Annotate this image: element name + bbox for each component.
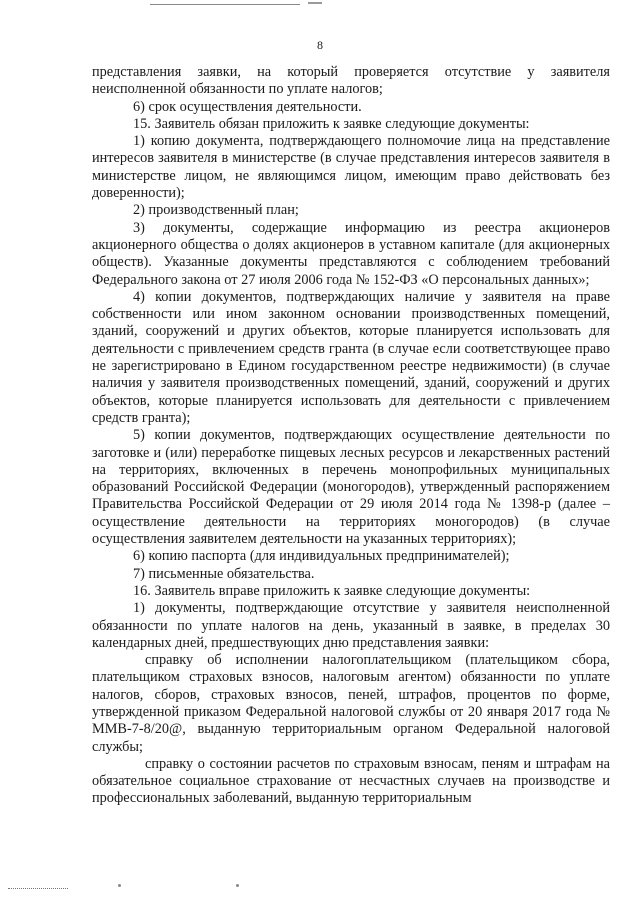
paragraph: 15. Заявитель обязан приложить к заявке следующие документы: xyxy=(133,115,530,132)
paragraph: 16. Заявитель вправе приложить к заявке следующие документы: xyxy=(133,582,531,599)
paragraph: 7) письменные обязательства. xyxy=(133,565,315,582)
paragraph: 3) документы, содержащие информацию из реестра акционеров акционерного общества о долях акционеров в уставном капитале (для акционерных обществ). Указанные документы представляются с соблюдением требований Федерального закона от 27 июля 2006 года № 152-ФЗ «О персональных данных»; xyxy=(92,219,610,288)
page-number: 8 xyxy=(317,38,323,52)
scan-artifact-dot xyxy=(118,884,121,887)
paragraph: 6) копию паспорта (для индивидуальных предпринимателей); xyxy=(133,548,510,565)
paragraph: 1) документы, подтверждающие отсутствие у заявителя неисполненной обязанности по уплате налогов на день, указанный в заявке, в пределах 30 календарных дней, предшествующих дню представления заявки: xyxy=(92,600,610,651)
paragraph: справку о состоянии расчетов по страховым взносам, пеням и штрафам на обязательное социальное страхование от несчастных случаев на производстве и профессиональных заболеваний, выданную территориальным xyxy=(92,755,610,807)
paragraph: 4) копии документов, подтверждающих наличие у заявителя на праве собственности или ином законном основании производственных помещений, зданий, сооружений и других объектов, которые планируется использовать для деятельности с привлечением средств гранта (в случае если соответствующее право не зарегистрировано в Едином государственном реестре недвижимости) (в случае наличия у заявителя производственных помещений, зданий, сооружений и других объектов, которые планируется использовать для деятельности с привлечением средств гранта); xyxy=(92,288,610,426)
paragraph: представления заявки, на который проверяется отсутствие у заявителя неисполненной обязанности по уплате налогов; xyxy=(92,64,610,98)
paragraph: 1) копию документа, подтверждающего полномочие лица на представление интересов заявителя в министерстве (в случае представления интересов заявителя в министерстве лицом, не являющимся лицом, имеющим право действовать без доверенности); xyxy=(92,133,610,202)
paragraph: справку об исполнении налогоплательщиком (плательщиком сбора, плательщиком страховых взносов, налоговым агентом) обязанности по уплате налогов, сборов, страховых взносов, пеней, штрафов, процентов по форме, утвержденной приказом Федеральной налоговой службы от 20 января 2017 года № ММВ-7-8/20@, выданную территориальным органом Федеральной налоговой службы; xyxy=(92,652,610,755)
paragraph: 6) срок осуществления деятельности. xyxy=(133,98,362,115)
scan-artifact-line xyxy=(150,4,300,5)
paragraph: 5) копии документов, подтверждающих осуществление деятельности по заготовке и (или) переработке пищевых лесных ресурсов и лекарственных растений на территориях, включенных в перечень монопрофильных муниципальных образований Российской Федерации (моногородов), утвержденный распоряжением Правительства Российской Федерации от 29 июля 2014 года № 1398-р (далее – осуществление деятельности на территориях моногородов) (в случае осуществления заявителем деятельности на указанных территориях); xyxy=(92,427,610,548)
scan-artifact-footer xyxy=(8,888,68,890)
scan-artifact-mark xyxy=(308,2,322,4)
paragraph: 2) производственный план; xyxy=(133,202,299,219)
scan-artifact-dot xyxy=(236,884,239,887)
document-body xyxy=(92,64,610,808)
